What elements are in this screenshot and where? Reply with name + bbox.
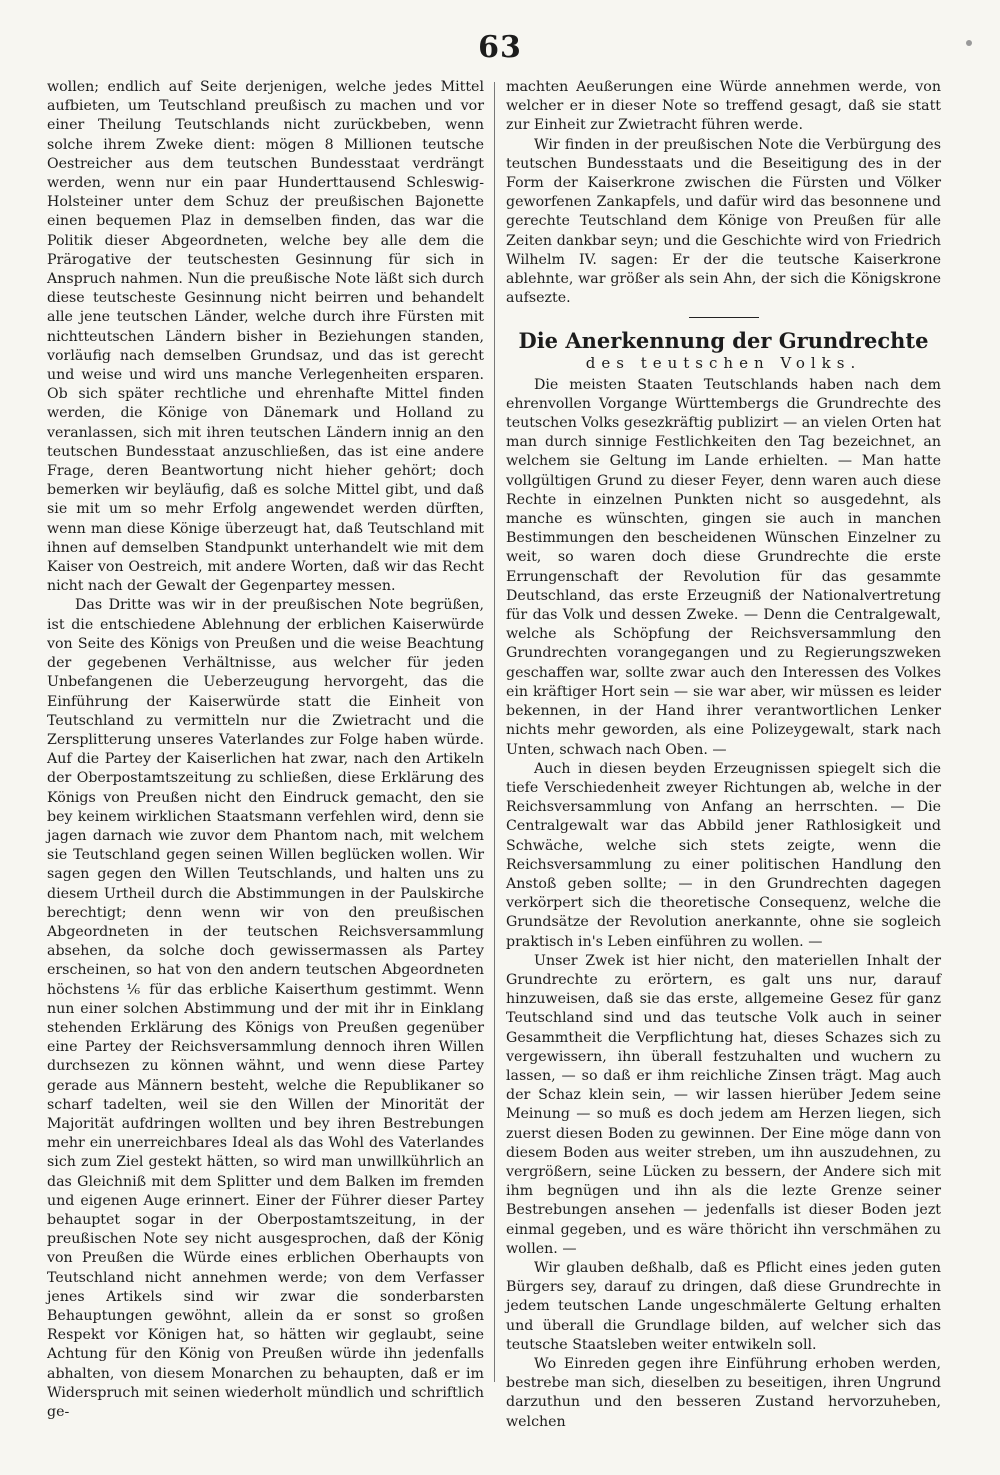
left-column [47,78,484,1422]
right-paragraph-1: machten Aeußerungen eine Würde annehmen werde, von welcher er in dieser Note so treffend gesagt, daß sie statt zur Einheit zur Zwietracht führen werde. [506,79,941,134]
article-paragraph-5: Wo Einreden gegen ihre Einführung erhoben werden, bestrebe man sich, dieselben zu beseitigen, ihren Ungrund darzuthun und den besseren Zustand hervorzuheben, welchen [506,1356,941,1430]
article-subhead: des teutschen Volks. [585,354,862,373]
article-headline: Die Anerkennung der Grundrechte [518,328,929,354]
article-paragraph-1: Die meisten Staaten Teutschlands haben nach dem ehrenvollen Vorgange Württembergs die Grundrechte des teutschen Volks gesezkräftig publizirt — an vielen Orten hat man durch sinnige Festlichkeiten den Tag bezeichnet, an welchem sie Geltung im Lande erhielten. — Man hatte vollgültigen Grund zu dieser Feyer, denn waren auch diese Rechte in einzelnen Punkten nicht so ausgedehnt, als manche es wünschten, gingen sie auch in manchen Bestimmungen den bescheidenen Wünschen Einzelner zu weit, so waren doch diese Grundrechte die erste Errungenschaft der Revolution für das gesammte Deutschland, das erste Erzeugniß der Nationalvertretung für das Volk und dessen Zweke. — Denn die Centralgewalt, welche als Schöpfung der Reichsversammlung den Grundrechten vorangegangen und zu Regierungszweken geschaffen war, sollte zwar auch den Interessen des Volkes ein kräftiger Hort sein — sie war aber, wir müssen es leider bekennen, in der Hand ihrer verantwortlichen Lenker nichts mehr geworden, als eine Polizeygewalt, stark nach Unten, schwach nach Oben. — [506,376,941,758]
column-divider [494,82,495,1382]
section-rule [689,317,759,318]
article-paragraph-3: Unser Zwek ist hier nicht, den materiellen Inhalt der Grundrechte zu erörtern, es galt uns nur, darauf hinzuweisen, daß sie das erste, allgemeine Gesez für ganz Teutschland sind und das teutsche Volk auch in seiner Gesammtheit die Verpflichtung hat, dieses Schazes sich zu vergewissern, ihn überall festzuhalten und wuchern zu lassen, — so daß er ihm reichliche Zinsen trägt. Mag auch der Schaz klein sein, — wir lassen hierüber Jedem seine Meinung — so muß es doch jedem am Herzen liegen, sich zuerst diesen Boden zu gewinnen. Der Eine möge dann von diesem Boden aus weiter streben, um ihn auszudehnen, zu vergrößern, seine Lücken zu bessern, der Andere sich mit ihm begnügen und ihn als die lezte Grenze seiner Bestrebungen ansehen — jedenfalls ist dieser Boden jezt einmal gegeben, und es wäre thöricht ihn verschmähen zu wollen. — [506,952,941,1257]
page-mark [966,40,972,46]
left-paragraph-1: wollen; endlich auf Seite derjenigen, welche jedes Mittel aufbieten, um Teutschland preußisch zu machen und vor einer Theilung Teutschlands nicht zurückbeben, wenn solche ihrem Zweke dient: mögen 8 Millionen teutsche Oestreicher aus dem teutschen Bundesstaat verdrängt werden, wenn nur ein paar Hunderttausend Schleswig-Holsteiner unter dem Schuz der preußischen Bajonette einen bequemen Plaz in demselben finden, das war die Politik dieser Abgeordneten, welche bey alle dem die Prärogative der teutschesten Gesinnung für sich in Anspruch nahmen. Nun die preußische Note läßt sich durch diese teutscheste Gesinnung nicht beirren und behandelt alle jene teutschen Länder, welche durch ihre Fürsten mit nichtteutschen Ländern bisher in Beziehungen standen, vorläufig nach demselben Grundsaz, und das ist gerecht und weise und wird uns manche Verlegenheiten ersparen. Ob sich später rechtliche und ehrenhafte Mittel finden werden, die Könige von Dänemark und Holland zu veranlassen, sich mit ihren teutschen Ländern innig an den teutschen Bundesstaat anzuschließen, das ist eine andere Frage, deren Beantwortung nicht hieher gehört; doch bemerken wir beyläufig, daß es solche Mittel gibt, und daß sie mit um so mehr Erfolg angewendet werden dürften, wenn man diese Könige überzeugt hat, daß Teutschland mit ihnen auf demselben Standpunkt unterhandelt wie mit dem Kaiser von Oestreich, mit andere Worten, daß wir das Recht nicht nach der Gewalt der Gegenpartey messen. [47,79,484,595]
article-paragraph-4: Wir glauben deßhalb, daß es Pflicht eines jeden guten Bürgers sey, darauf zu dringen, daß diese Grundrechte in jedem teutschen Lande ungeschmälerte Geltung erhalten und überall die Grundlage bilden, auf welcher sich das teutsche Staatsleben weiter entwikeln soll. [506,1259,941,1353]
right-column [506,78,941,1432]
left-paragraph-2: Das Dritte was wir in der preußischen Note begrüßen, ist die entschiedene Ablehnung der erblichen Kaiserwürde von Seite des Königs von Preußen und die weise Beachtung der gegebenen Verhältnisse, aus welcher für jeden Unbefangenen die Ueberzeugung hervorgeht, das die Einführung der Kaiserwürde statt die Einheit von Teutschland zu vermitteln nur die Zwietracht und die Zersplitterung unseres Vaterlandes zur Folge haben würde. Auf die Partey der Kaiserlichen hat zwar, nach den Artikeln der Oberpostamtszeitung zu schließen, diese Erklärung des Königs von Preußen nicht den Eindruck gemacht, den sie bey keinem wirklichen Staatsmann verfehlen wird, denn sie jagen darnach wie zuvor dem Phantom nach, mit welchem sie Teutschland gegen seinen Willen beglücken wollen. Wir sagen gegen den Willen Teutschlands, und halten uns zu diesem Urtheil durch die Abstimmungen in der Paulskirche berechtigt; denn wenn wir von den preußischen Abgeordneten in der teutschen Reichsversammlung absehen, da solche doch gewissermassen als Partey erscheinen, so hat von den andern teutschen Abgeordneten höchstens ⅙ für das erbliche Kaiserthum gestimmt. Wenn nun einer solchen Abstimmung und der mit ihr in Einklang stehenden Erklärung des Königs von Preußen gegenüber eine Partey der Reichsversammlung dennoch ihren Willen durchsezen zu können wähnt, und wenn diese Partey gerade aus Männern besteht, welche die Republikaner so scharf tadelten, weil sie den Willen der Minorität der Majorität aufdringen wollten und bey ihren Bestrebungen mehr ein unerreichbares Ideal als das Wohl des Vaterlandes sich zum Ziel gestekt hätten, so wird man unwillkührlich an das Gleichniß mit dem Splitter und dem Balken im fremden und eigenen Auge erinnert. Einer der Führer dieser Partey behauptet sogar in der Oberpostamtszeitung, in der preußischen Note sey nicht ausgesprochen, daß der König von Preußen die Würde eines erblichen Oberhaupts von Teutschland nicht annehmen werde; von dem Verfasser jenes Artikels sind wir zwar die sonderbarsten Behauptungen gewöhnt, allein da er sonst so großen Respekt vor Königen hat, so hätten wir geglaubt, seine Achtung für den König von Preußen würde ihn jedenfalls abhalten, von diesem Monarchen zu behaupten, daß er im Widerspruch mit seinen wiederholt mündlich und schriftlich ge- [47,597,484,1421]
page-number: 63 [478,30,522,65]
right-paragraph-2: Wir finden in der preußischen Note die Verbürgung des teutschen Bundesstaats und die Beseitigung des in der Form der Kaiserkrone zwischen die Fürsten und Völker geworfenen Zankapfels, und dafür wird das besonnene und gerechte Teutschland dem Könige von Preußen für alle Zeiten dankbar seyn; und die Geschichte wird von Friedrich Wilhelm IV. sagen: Er der die teutsche Kaiserkrone ablehnte, war größer als sein Ahn, der sich die Königskrone aufsezte. [506,136,941,307]
article-paragraph-2: Auch in diesen beyden Erzeugnissen spiegelt sich die tiefe Verschiedenheit zweyer Richtungen ab, welche in der Reichsversammlung von Anfang an herrschten. — Die Centralgewalt war das Abbild jener Rathlosigkeit und Schwäche, welche sich stets zeigte, wenn die Reichsversammlung zu einer politischen Handlung den Anstoß geben sollte; — in den Grundrechten dagegen verkörpert sich die theoretische Consequenz, welche die Grundsätze der Revolution anerkannte, ohne sie sogleich praktisch in's Leben einführen zu wollen. — [506,760,941,950]
